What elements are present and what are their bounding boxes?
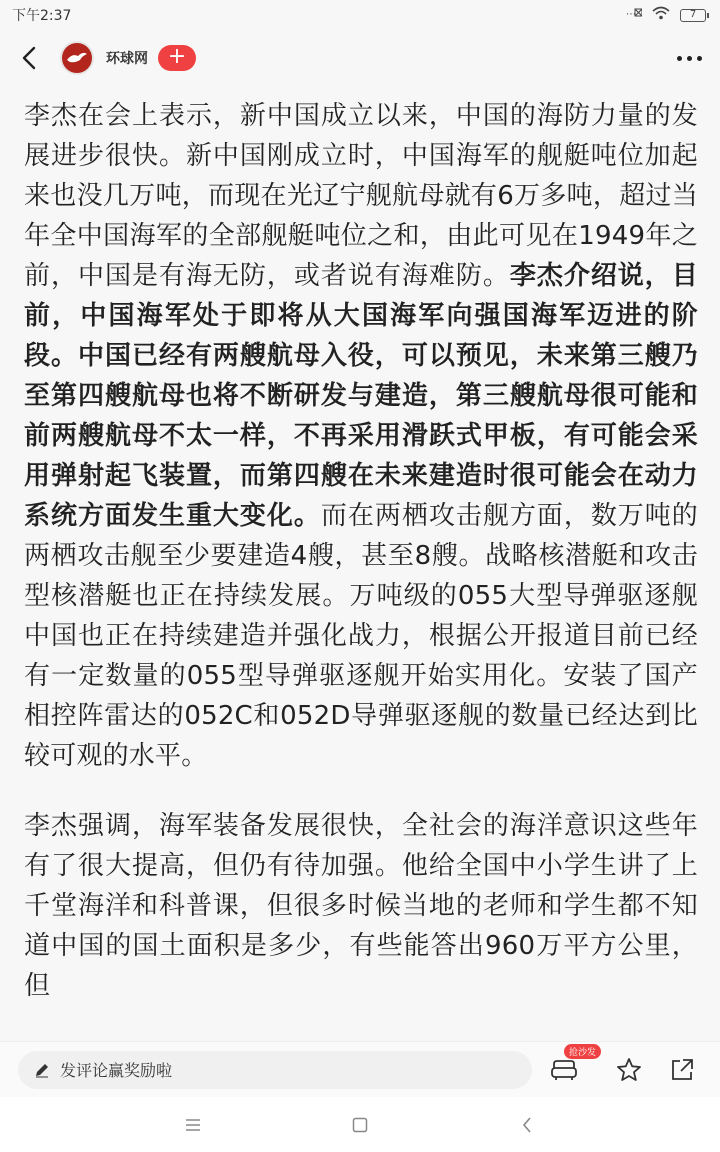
paragraph-text: 李杰在会上表示，新中国成立以来，中国的海防力量的发展进步很快。新中国刚成立时，中国海军的舰艇吨位加起来也没几万吨，而现在光辽宁舰航母就有6万多吨，超过当年全中国海军的全部舰艇吨位之和，由此可见在1949年之前，中国是有海无防，或者说有海难防。 [24, 101, 698, 291]
home-key[interactable] [340, 1105, 380, 1145]
more-icon [677, 56, 682, 61]
share-button[interactable] [663, 1050, 702, 1090]
star-icon [616, 1057, 642, 1083]
status-time: 下午2:37 [12, 8, 72, 24]
status-bar [0, 0, 720, 30]
nav-back-key[interactable] [507, 1105, 547, 1145]
article-body [0, 86, 720, 1041]
share-icon [669, 1057, 695, 1083]
bottom-action-bar [0, 1041, 720, 1097]
status-icons [626, 6, 706, 24]
wifi-icon [652, 6, 670, 24]
comment-input[interactable] [18, 1051, 532, 1089]
article-paragraph [24, 96, 698, 776]
battery-icon [680, 9, 706, 22]
pencil-icon [34, 1062, 50, 1078]
logo-icon [66, 50, 88, 66]
home-icon [352, 1117, 368, 1133]
app-bar [0, 30, 720, 86]
back-button[interactable] [14, 38, 44, 78]
mute-icon [626, 7, 642, 23]
nav-back-icon [522, 1117, 532, 1133]
comment-placeholder: 发评论赢奖励啦 [60, 1061, 173, 1080]
menu-icon [185, 1118, 201, 1132]
source-name[interactable]: 环球网 [106, 51, 148, 67]
sofa-badge: 抢沙发 [564, 1044, 601, 1059]
menu-key[interactable] [173, 1105, 213, 1145]
system-nav-bar [0, 1097, 720, 1152]
more-button[interactable] [673, 48, 706, 69]
favorite-button[interactable] [609, 1050, 648, 1090]
sofa-button[interactable] [544, 1047, 596, 1090]
follow-button[interactable]: + [158, 45, 196, 71]
source-logo[interactable] [60, 41, 94, 75]
sofa-icon [550, 1058, 578, 1082]
article-paragraph: 李杰强调，海军装备发展很快，全社会的海洋意识这些年有了很大提高，但仍有待加强。他给全国中小学生讲了上千堂海洋和科普课，但很多时候当地的老师和学生都不知道中国的国土面积是多少，有些能答出960万平方公里，但 [24, 811, 698, 1001]
paragraph-text: 而在两栖攻击舰方面，数万吨的两栖攻击舰至少要建造4艘，甚至8艘。战略核潜艇和攻击型核潜艇也正在持续发展。万吨级的055大型导弹驱逐舰中国也正在持续建造并强化战力，根据公开报道目前已经有一定数量的055型导弹驱逐舰开始实用化。安装了国产相控阵雷达的052C和052D导弹驱逐舰的数量已经达到比较可观的水平。 [24, 501, 698, 771]
back-icon [22, 46, 36, 70]
paragraph-bold-text: 李杰介绍说，目前，中国海军处于即将从大国海军向强国海军迈进的阶段。中国已经有两艘航母入役，可以预见，未来第三艘乃至第四艘航母也将不断研发与建造，第三艘航母很可能和前两艘航母不太一样，不再采用滑跃式甲板，有可能会采用弹射起飞装置，而第四艘在未来建造时很可能会在动力系统方面发生重大变化。 [24, 261, 698, 531]
battery-level: 7 [689, 9, 697, 20]
svg-text:⋯: ⋯ [626, 9, 636, 19]
